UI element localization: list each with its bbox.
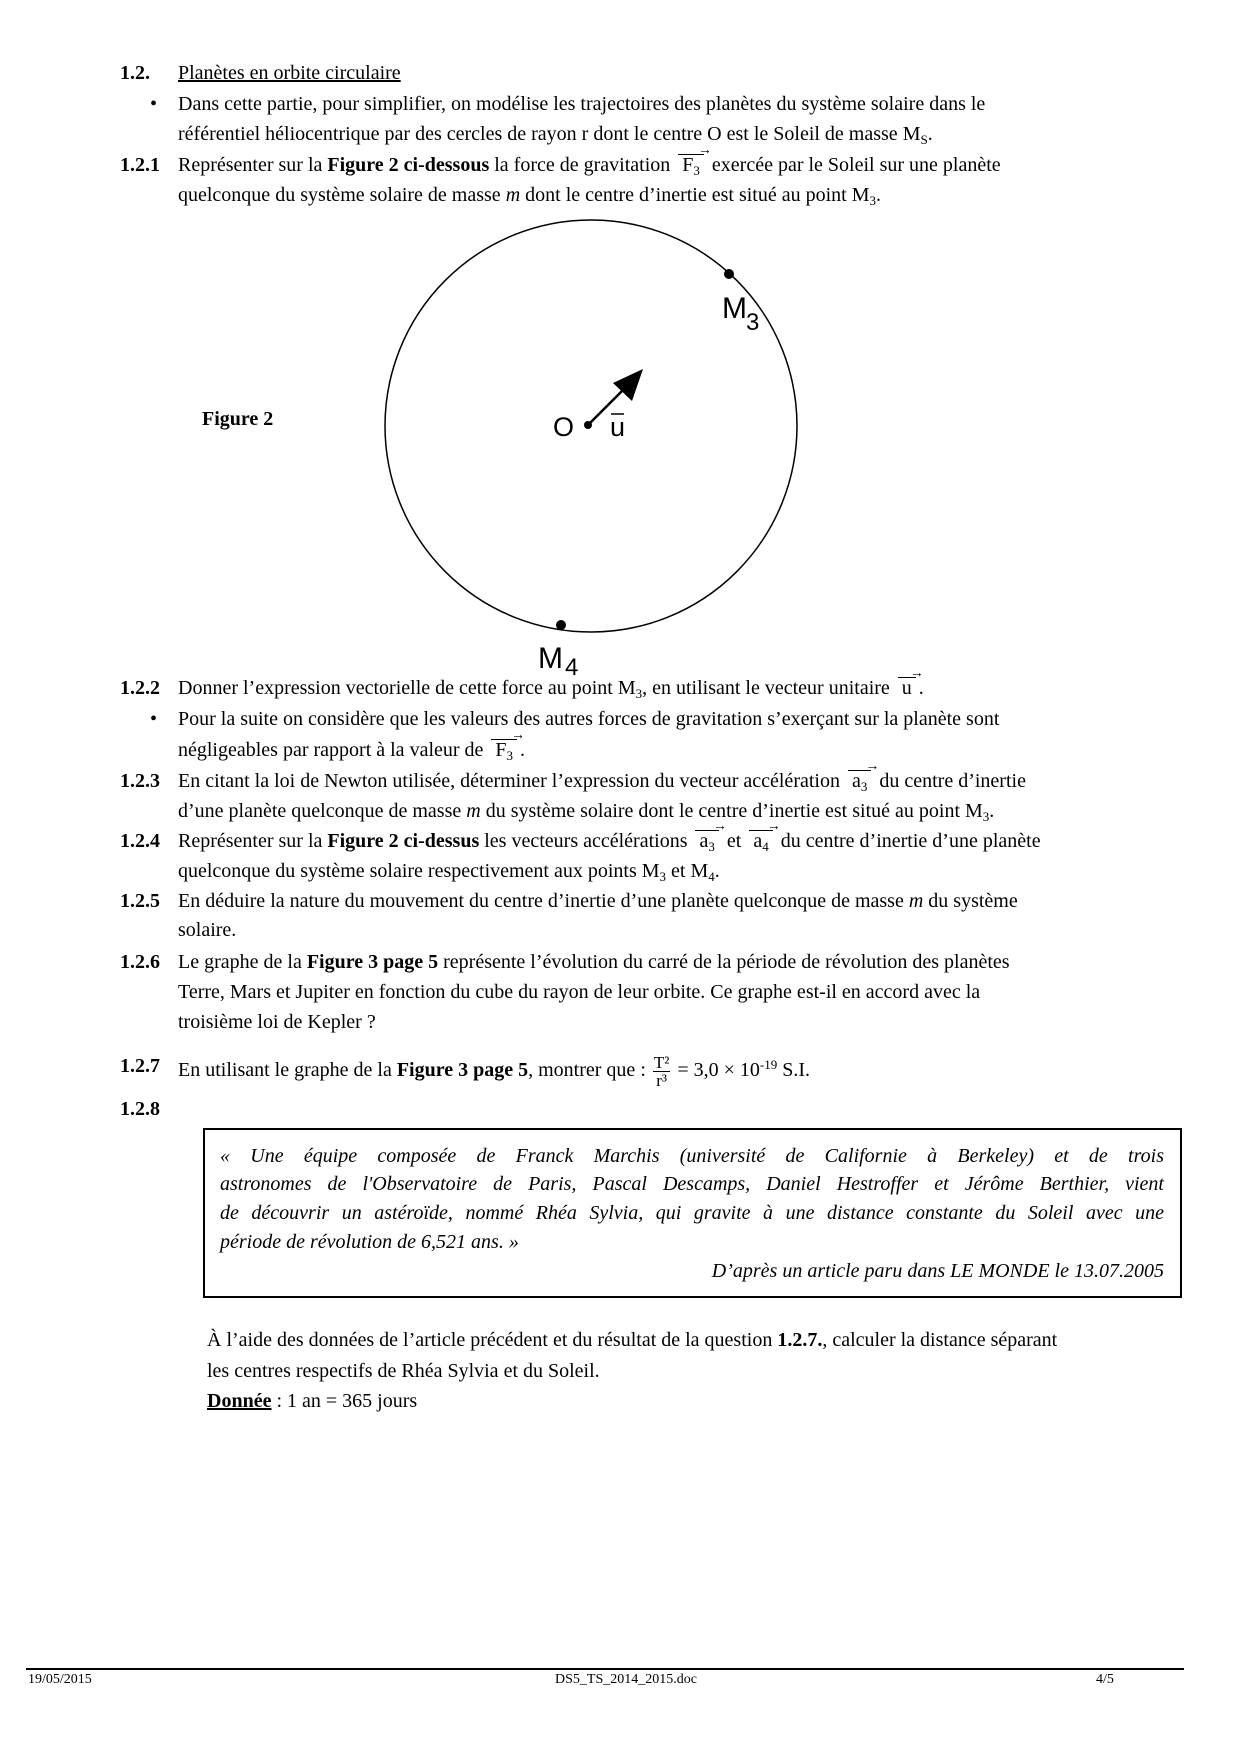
text: représente l’évolution du carré de la période de révolution des planètes bbox=[438, 951, 1010, 973]
text: quelconque du système solaire de masse bbox=[178, 184, 506, 206]
text: S.I. bbox=[777, 1059, 811, 1082]
label-m4-sub: 4 bbox=[565, 654, 579, 681]
text: . bbox=[927, 123, 933, 145]
label-o: O bbox=[553, 412, 575, 442]
text: troisième loi de Kepler ? bbox=[178, 1011, 376, 1033]
quote-line: « Une équipe composée de Franck Marchis (université de Californie à Berkeley) et de trois bbox=[220, 1145, 1164, 1167]
quote-line: astronomes de l'Observatoire de Paris, Pascal Descamps, Daniel Hestroffer et Jérôme Berthier, vient bbox=[220, 1173, 1164, 1195]
text: solaire. bbox=[178, 919, 237, 941]
subscript: 3 bbox=[659, 869, 667, 884]
text-line-q126-3 bbox=[178, 1010, 376, 1034]
text-line-q124-1 bbox=[178, 829, 1041, 853]
text: du système solaire dont le centre d’inertie est situé au point M bbox=[480, 800, 983, 822]
figure-2 bbox=[0, 0, 1240, 720]
text: Donner l’expression vectorielle de cette force au point M bbox=[178, 677, 636, 699]
quote-line: de découvrir un astéroïde, nommé Rhéa Sylvia, qui gravite à une distance constante du Soleil avec une bbox=[220, 1202, 1164, 1224]
section-title: Planètes en orbite circulaire bbox=[178, 62, 401, 84]
text: En citant la loi de Newton utilisée, déterminer l’expression du vecteur accélération bbox=[178, 770, 845, 792]
point-m4 bbox=[556, 620, 566, 630]
text: Représenter sur la bbox=[178, 154, 328, 176]
text-line-q123-1 bbox=[178, 769, 1026, 793]
bold-text: Figure 3 page 5 bbox=[396, 1059, 529, 1082]
italic-text: m bbox=[908, 890, 924, 912]
text: quelconque du système solaire respectivement aux points M bbox=[178, 860, 660, 882]
vector-a4: $a_4$ → bbox=[749, 830, 772, 851]
vector-F3: $F_3$ → bbox=[678, 154, 704, 175]
superscript: -19 bbox=[759, 1057, 778, 1073]
question-number: 1.2.7 bbox=[120, 1055, 160, 1077]
question-number: 1.2.1 bbox=[120, 154, 160, 176]
text: Le graphe de la bbox=[178, 951, 307, 973]
footer-date: 19/05/2015 bbox=[28, 1672, 92, 1687]
bold-text: Figure 2 ci-dessous bbox=[327, 154, 490, 176]
quote-source: D’après un article paru dans LE MONDE le 13.07.2005 bbox=[711, 1260, 1164, 1282]
text: Pour la suite on considère que les valeurs des autres forces de gravitation s’exerçant sur la planète sont bbox=[178, 708, 1000, 730]
text: et M bbox=[666, 860, 709, 882]
text: et bbox=[721, 830, 747, 852]
text-line-q128-c bbox=[207, 1389, 417, 1413]
fraction: $\frac{\text{T²}}{\text{r³}}$ bbox=[653, 1053, 670, 1090]
footer-page: 4/5 bbox=[1096, 1672, 1114, 1687]
text: négligeables par rapport à la valeur de bbox=[178, 739, 489, 761]
text: les centres respectifs de Rhéa Sylvia et du Soleil. bbox=[207, 1360, 600, 1382]
label-m4: M bbox=[538, 642, 563, 675]
text: . bbox=[989, 800, 995, 822]
text: la force de gravitation bbox=[489, 154, 676, 176]
italic-text: m bbox=[505, 184, 521, 206]
text-line-note-2 bbox=[178, 738, 525, 762]
text: exercée par le Soleil sur une planète bbox=[706, 154, 1001, 176]
vector-F3: $F_3$ → bbox=[491, 739, 517, 760]
text-line-q125-2 bbox=[178, 918, 236, 942]
point-m3 bbox=[724, 269, 734, 279]
bullet-icon: • bbox=[150, 93, 158, 115]
text: du centre d’inertie bbox=[874, 770, 1026, 792]
text: . bbox=[714, 860, 720, 882]
text: Terre, Mars et Jupiter en fonction du cube du rayon de leur orbite. Ce graphe est-il en accord avec la bbox=[178, 981, 981, 1003]
footer-filename: DS5_TS_2014_2015.doc bbox=[555, 1672, 697, 1687]
text: Représenter sur la bbox=[178, 830, 328, 852]
text: dont le centre d’inertie est situé au point M bbox=[520, 184, 870, 206]
text: . bbox=[876, 184, 881, 206]
bold-text: Figure 2 ci-dessus bbox=[327, 830, 480, 852]
label-u: u bbox=[610, 412, 626, 442]
text: : 1 an = 365 jours bbox=[271, 1390, 418, 1412]
text-line-q128-a bbox=[207, 1328, 1057, 1352]
text: En utilisant le graphe de la bbox=[178, 1059, 397, 1082]
text: , montrer que : bbox=[528, 1059, 651, 1082]
text-line-q127-1 bbox=[178, 1054, 810, 1089]
question-number: 1.2.2 bbox=[120, 677, 160, 699]
italic-text: m bbox=[466, 800, 481, 822]
subscript: 3 bbox=[869, 193, 876, 208]
vector-a3: $a_3$ → bbox=[695, 830, 718, 851]
text: d’une planète quelconque de masse bbox=[178, 800, 467, 822]
question-number: 1.2.8 bbox=[120, 1098, 160, 1120]
label-m3: M bbox=[722, 292, 747, 325]
bold-text: 1.2.7. bbox=[777, 1329, 823, 1351]
subscript: S bbox=[920, 132, 928, 147]
figure-caption: Figure 2 bbox=[202, 408, 274, 430]
text: du centre d’inertie d’une planète bbox=[775, 830, 1041, 852]
vector-a3: $a_3$ → bbox=[848, 770, 871, 791]
text-line-q124-2 bbox=[178, 859, 720, 883]
subscript: 3 bbox=[635, 686, 643, 701]
text: Dans cette partie, pour simplifier, on modélise les trajectoires des planètes du système solaire dans le bbox=[178, 93, 986, 115]
bullet-icon: • bbox=[150, 708, 158, 730]
bold-text: Figure 3 page 5 bbox=[306, 951, 439, 973]
text-line-q123-2 bbox=[178, 799, 994, 823]
text: du système bbox=[923, 890, 1018, 912]
footer-divider bbox=[26, 1668, 1184, 1670]
vector-u: u → bbox=[898, 677, 916, 698]
section-number: 1.2. bbox=[120, 62, 150, 84]
text: , en utilisant le vecteur unitaire bbox=[642, 677, 895, 699]
text-line-q126-1 bbox=[178, 950, 1010, 974]
label-m3-sub: 3 bbox=[746, 309, 760, 336]
text: référentiel héliocentrique par des cercles de rayon r dont le centre O est le Soleil de masse M bbox=[178, 123, 921, 145]
question-number: 1.2.4 bbox=[120, 830, 160, 852]
question-number: 1.2.3 bbox=[120, 770, 160, 792]
text: À l’aide des données de l’article précédent et du résultat de la question bbox=[207, 1329, 778, 1351]
bold-underlined-text: Donnée bbox=[207, 1390, 272, 1412]
subscript: 4 bbox=[708, 869, 715, 884]
question-number: 1.2.6 bbox=[120, 951, 160, 973]
text-line-q125-1 bbox=[178, 889, 1018, 913]
question-number: 1.2.5 bbox=[120, 890, 160, 912]
text-line-q126-2 bbox=[178, 980, 980, 1004]
text: En déduire la nature du mouvement du centre d’inertie d’une planète quelconque de masse bbox=[178, 890, 909, 912]
quote-line: période de révolution de 6,521 ans. » bbox=[220, 1231, 519, 1253]
text-line-q128-b bbox=[207, 1359, 600, 1383]
text: , calculer la distance séparant bbox=[822, 1329, 1058, 1351]
text: les vecteurs accélérations bbox=[479, 830, 693, 852]
text: = 3,0 × 10 bbox=[672, 1059, 760, 1082]
text: . bbox=[520, 739, 526, 761]
text: . bbox=[918, 677, 924, 699]
subscript: 3 bbox=[982, 809, 990, 824]
